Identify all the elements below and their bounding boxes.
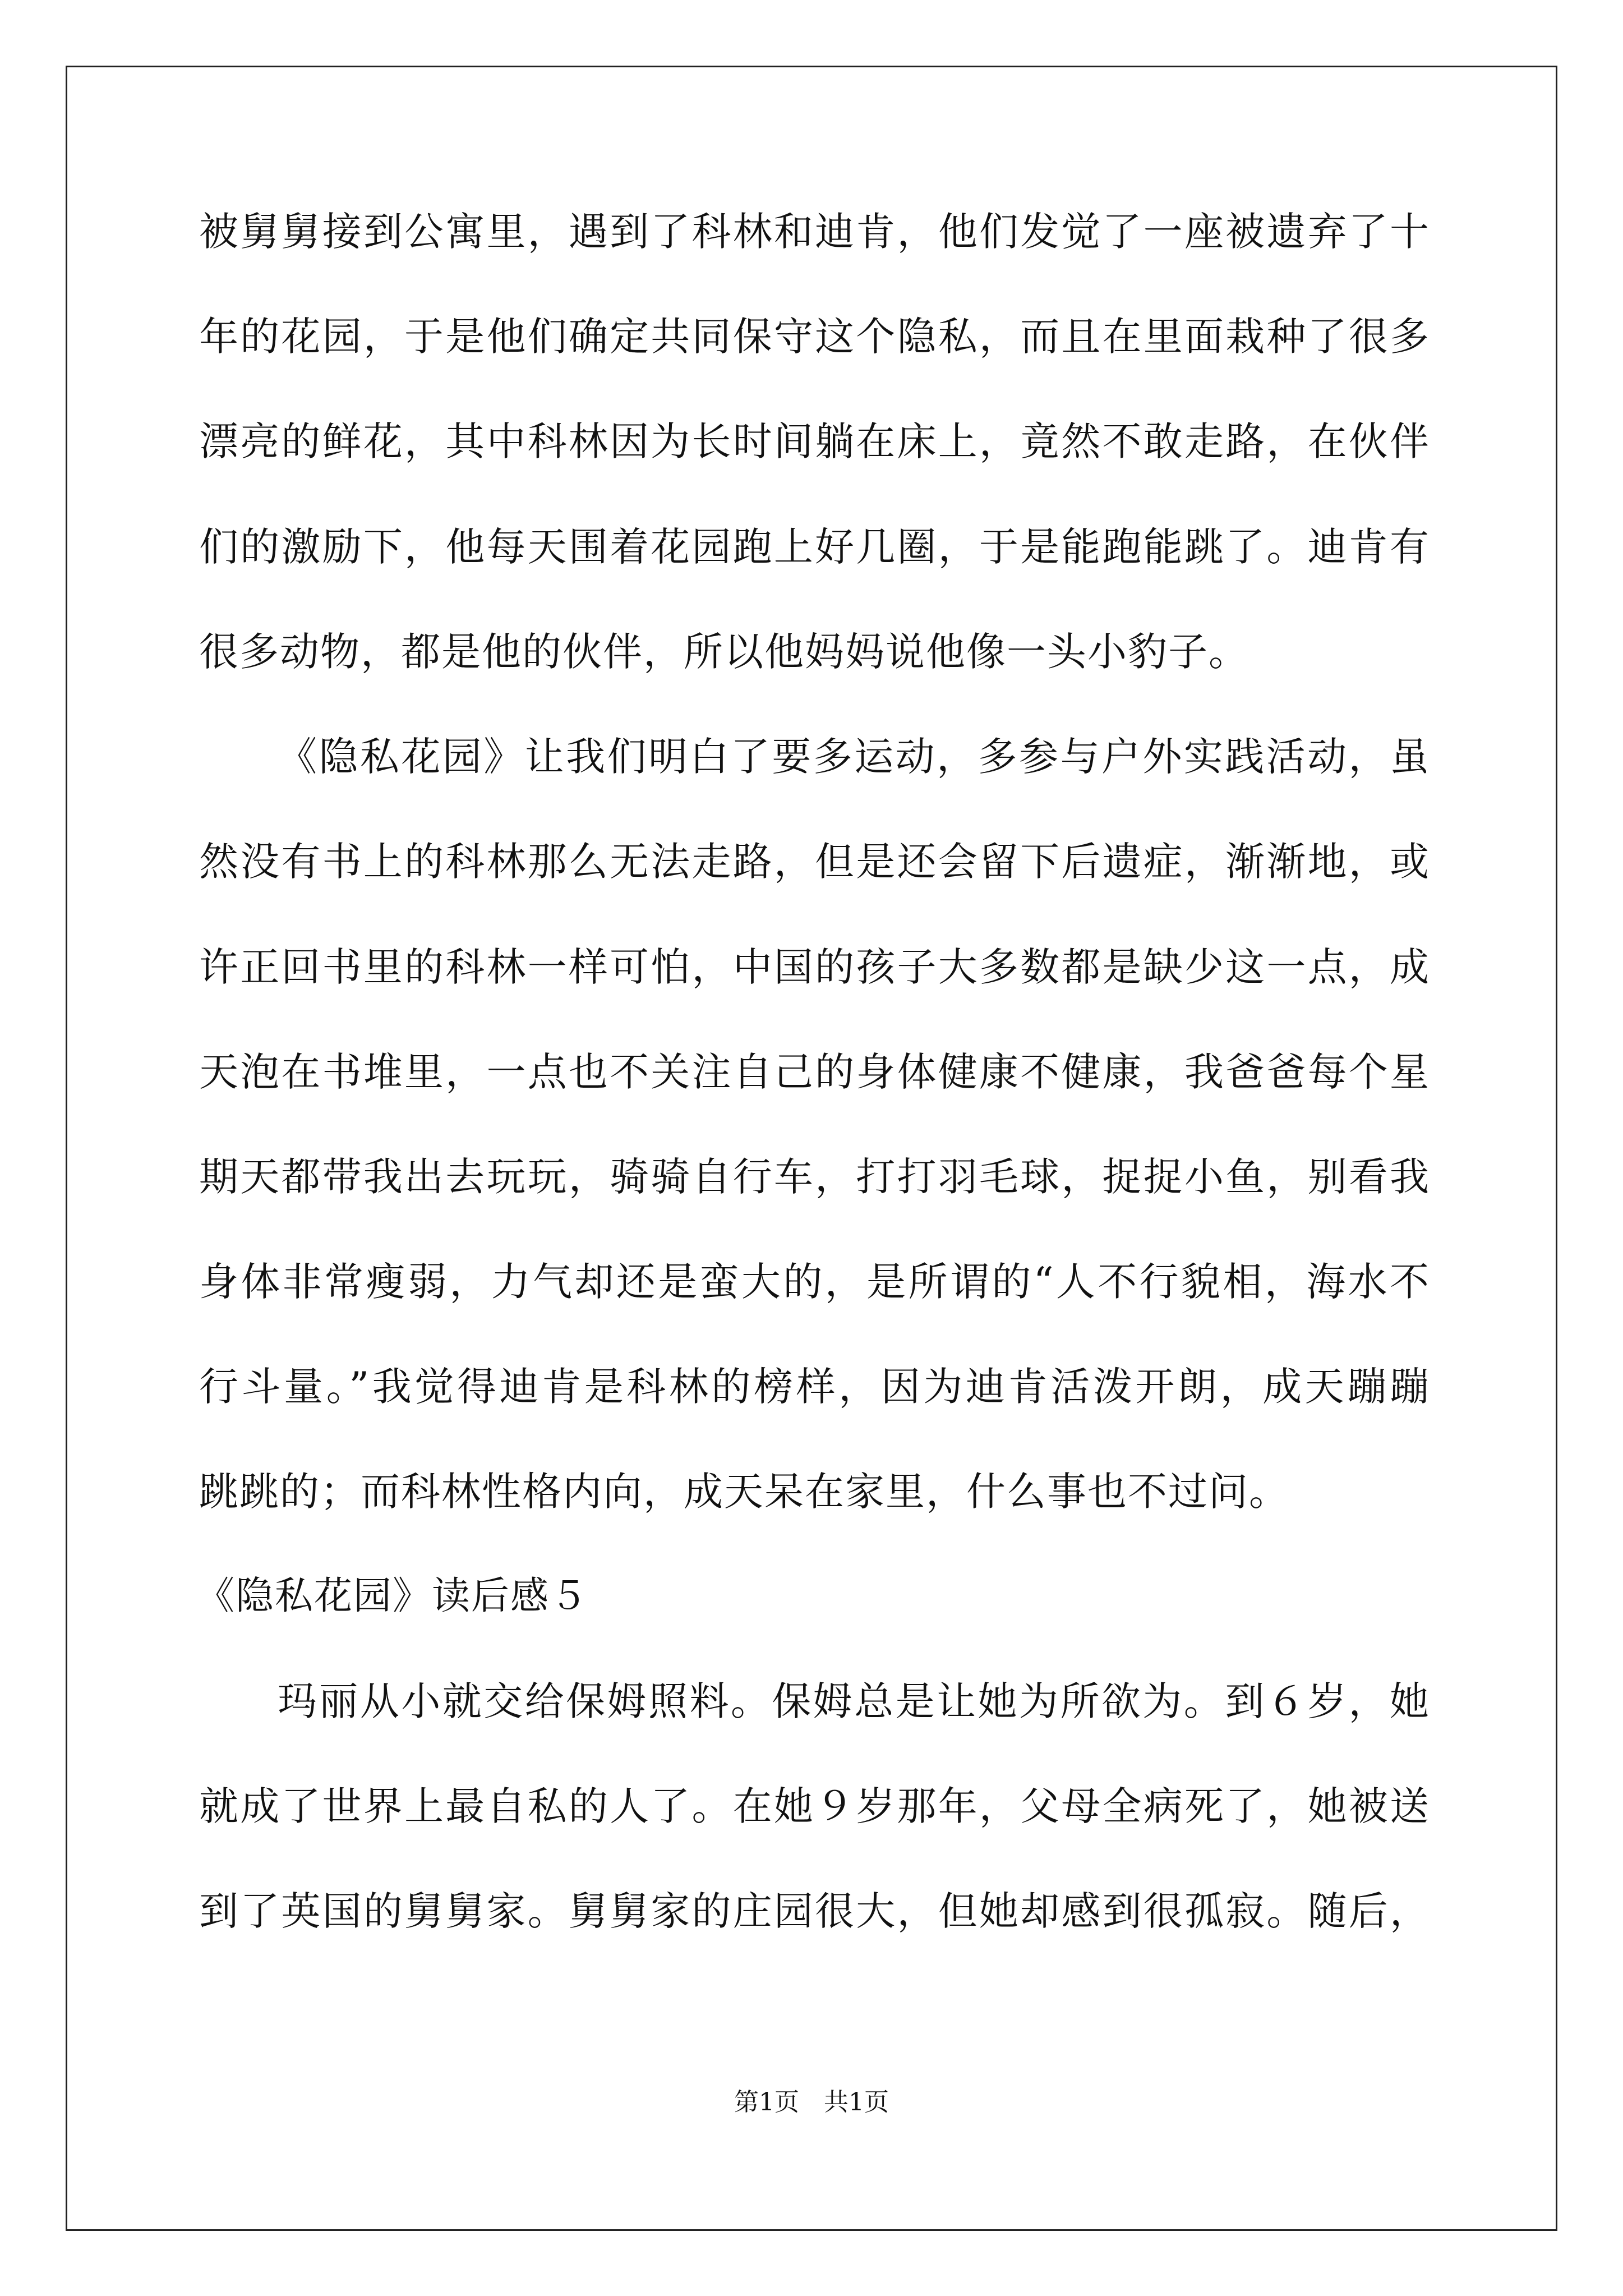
paragraph-line: 就成了世界上最自私的人了。在她９岁那年，父母全病死了，她被送: [199, 1783, 1430, 1829]
paragraph-line: 很多动物，都是他的伙伴，所以他妈妈说他像一头小豹子。: [199, 629, 1249, 675]
page-footer: 第1页 共1页: [734, 2088, 889, 2116]
paragraph-line: 到了英国的舅舅家。舅舅家的庄园很大，但她却感到很孤寂。随后，: [199, 1888, 1430, 1934]
section-heading: 《隐私花园》读后感５: [196, 1574, 589, 1618]
paragraph-line: 们的激励下，他每天围着花园跑上好几圈，于是能跑能跳了。迪肯有: [199, 524, 1430, 570]
paragraph-line: 年的花园，于是他们确定共同保守这个隐私，而且在里面栽种了很多: [199, 314, 1430, 360]
paragraph-line: 行斗量。”我觉得迪肯是科林的榜样，因为迪肯活泼开朗，成天蹦蹦: [199, 1364, 1430, 1410]
paragraph-line: 玛丽从小就交给保姆照料。保姆总是让她为所欲为。到６岁，她: [278, 1678, 1430, 1724]
paragraph-line: 跳跳的；而科林性格内向，成天呆在家里，什么事也不过问。: [199, 1469, 1289, 1515]
paragraph-line: 然没有书上的科林那么无法走路，但是还会留下后遗症，渐渐地，或: [199, 839, 1430, 885]
paragraph-line: 被舅舅接到公寓里，遇到了科林和迪肯，他们发觉了一座被遗弃了十: [199, 209, 1430, 255]
paragraph-line: 《隐私花园》让我们明白了要多运动，多参与户外实践活动，虽: [278, 734, 1430, 780]
paragraph-line: 期天都带我出去玩玩，骑骑自行车，打打羽毛球，捉捉小鱼，别看我: [199, 1154, 1430, 1200]
paragraph-line: 许正回书里的科林一样可怕，中国的孩子大多数都是缺少这一点，成: [199, 944, 1430, 990]
paragraph-line: 漂亮的鲜花，其中科林因为长时间躺在床上，竟然不敢走路，在伙伴: [199, 418, 1430, 464]
paragraph-line: 天泡在书堆里，一点也不关注自己的身体健康不健康，我爸爸每个星: [199, 1049, 1430, 1095]
paragraph-line: 身体非常瘦弱，力气却还是蛮大的，是所谓的“人不行貌相，海水不: [199, 1259, 1430, 1305]
